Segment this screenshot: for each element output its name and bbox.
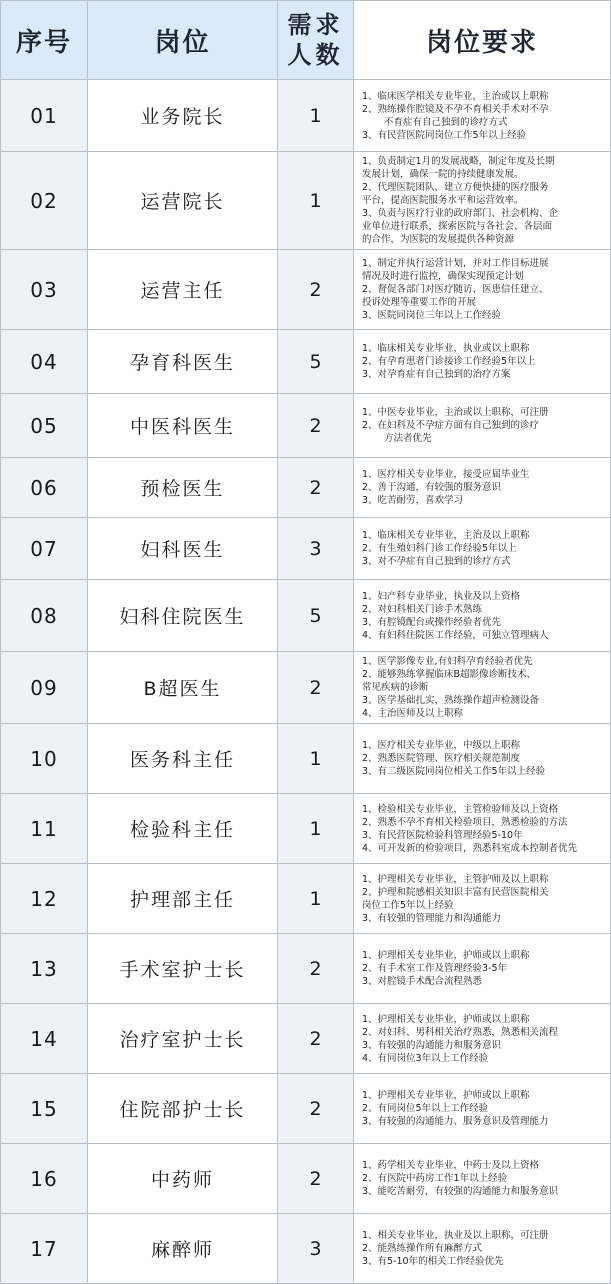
- header-position: 岗位: [88, 1, 278, 80]
- row-requirements: [354, 250, 611, 330]
- requirement-line: 3、负责与医疗行业的政府部门、社会机构、企: [362, 208, 559, 219]
- requirement-line: 3、医院同岗位三年以上工作经验: [362, 310, 502, 321]
- table-row: [1, 394, 611, 458]
- row-number: 04: [1, 330, 88, 394]
- requirement-line: 情况及时进行监控，确保实现预定计划: [362, 271, 524, 282]
- header-requirements: 岗位要求: [354, 1, 611, 80]
- row-requirements: [354, 724, 611, 794]
- requirement-line: 1、药学相关专业毕业，中药士及以上资格: [362, 1160, 540, 1171]
- requirement-line: 4、有妇科住院医工作经验，可独立管理病人: [362, 629, 549, 641]
- row-number: 10: [1, 724, 88, 794]
- row-requirements: [354, 580, 611, 652]
- row-position: 业务院长: [88, 80, 278, 152]
- header-no: 序号: [1, 1, 88, 80]
- requirement-line: 1、临床医学相关专业毕业，主治或以上职称: [362, 90, 549, 102]
- requirement-line: 2、督促各部门对医疗随访、医患信任建立、: [362, 284, 549, 295]
- requirement-line: 2、熟练操作腔镜及不孕不育相关手术对不孕: [362, 103, 549, 115]
- row-position: 医务科主任: [88, 724, 278, 794]
- row-count: 2: [278, 934, 354, 1004]
- row-number: 11: [1, 794, 88, 864]
- requirement-line: 3、有较强的沟通能力、服务意识及管理能力: [362, 1116, 549, 1127]
- requirement-line: 3、有腔镜配台或操作经验者优先: [362, 616, 502, 628]
- table-row: [1, 80, 611, 152]
- requirement-line: 1、护理相关专业毕业，护师或以上职称: [362, 950, 530, 961]
- requirement-line: 方法者优先: [384, 433, 432, 444]
- row-count: 2: [278, 394, 354, 458]
- table-row: [1, 934, 611, 1004]
- row-position: 妇科住院医生: [88, 580, 278, 652]
- row-count: 2: [278, 652, 354, 724]
- row-requirements: [354, 394, 611, 458]
- row-count: 2: [278, 1004, 354, 1074]
- row-position: 妇科医生: [88, 518, 278, 580]
- table-row: [1, 864, 611, 934]
- row-position: 手术室护士长: [88, 934, 278, 1004]
- row-number: 14: [1, 1004, 88, 1074]
- row-number: 07: [1, 518, 88, 580]
- requirement-line: 3、有较强的管理能力和沟通能力: [362, 912, 502, 924]
- requirement-line: 3、医学基础扎实，熟练操作超声检测设备: [362, 695, 540, 706]
- row-count: 1: [278, 80, 354, 152]
- row-count: 1: [278, 864, 354, 934]
- row-number: 15: [1, 1074, 88, 1144]
- row-number: 16: [1, 1144, 88, 1214]
- requirement-line: 1、医学影像专业,有妇科孕育经验者优先: [362, 656, 533, 667]
- requirement-line: 投诉处理等重要工作的开展: [362, 297, 477, 308]
- row-requirements: [354, 458, 611, 518]
- requirement-line: 3、有民营医院检验科管理经验5-10年: [362, 829, 523, 841]
- requirement-line: 3、对不孕症有自己独到的诊疗方式: [362, 556, 511, 567]
- row-position: 预检医生: [88, 458, 278, 518]
- row-requirements: [354, 1214, 611, 1284]
- requirement-line: 1、临床相关专业毕业，执业或以上职称: [362, 343, 530, 354]
- requirement-line: 3、有民营医院同岗位工作5年以上经验: [362, 129, 527, 141]
- requirement-line: 4、有同岗位3年以上工作经验: [362, 1052, 489, 1064]
- row-count: 3: [278, 518, 354, 580]
- requirement-line: 2、有孕育患者门诊接诊工作经验5年以上: [362, 356, 536, 367]
- header-count: [278, 1, 354, 80]
- row-requirements: [354, 1144, 611, 1214]
- row-position: 治疗室护士长: [88, 1004, 278, 1074]
- row-number: 08: [1, 580, 88, 652]
- row-number: 05: [1, 394, 88, 458]
- requirement-line: 2、有医院中药房工作1年以上经验: [362, 1173, 508, 1184]
- table-body: [1, 80, 611, 1284]
- requirement-line: 2、熟悉医院管理、医疗相关规范制度: [362, 753, 521, 764]
- requirement-line: 1、护理相关专业毕业，护师或以上职称: [362, 1090, 530, 1101]
- row-count: 2: [278, 250, 354, 330]
- requirement-line: 1、中医专业毕业，主治或以上职称，可注册: [362, 407, 549, 418]
- row-position: 孕育科医生: [88, 330, 278, 394]
- table-row: [1, 458, 611, 518]
- row-requirements: [354, 518, 611, 580]
- header-count-line2: 人数: [287, 41, 344, 69]
- requirement-line: 3、有二级医院同岗位相关工作5年以上经验: [362, 766, 546, 777]
- header-count-line1: 需求: [287, 11, 344, 39]
- table-row: [1, 1004, 611, 1074]
- row-requirements: [354, 330, 611, 394]
- row-position: 运营主任: [88, 250, 278, 330]
- row-position: 运营院长: [88, 152, 278, 250]
- requirement-line: 3、对孕育症有自己独到的治疗方案: [362, 369, 511, 380]
- requirement-line: 业单位进行联系，探索医院与各社会、各层面: [362, 221, 553, 232]
- requirement-line: 1、护理相关专业毕业，护师或以上职称: [362, 1013, 530, 1025]
- row-count: 1: [278, 152, 354, 250]
- row-count: 3: [278, 1214, 354, 1284]
- row-position: 护理部主任: [88, 864, 278, 934]
- table-row: [1, 1074, 611, 1144]
- requirement-line: 2、有手术室工作及管理经验3-5年: [362, 963, 508, 974]
- row-position: 检验科主任: [88, 794, 278, 864]
- row-requirements: [354, 152, 611, 250]
- row-requirements: [354, 80, 611, 152]
- requirement-line: 2、对妇科、男科相关治疗熟悉，熟悉相关流程: [362, 1026, 559, 1038]
- table-row: [1, 794, 611, 864]
- row-position: 中药师: [88, 1144, 278, 1214]
- row-count: 2: [278, 1074, 354, 1144]
- table-row: [1, 724, 611, 794]
- requirement-line: 4、可开发新的检验项目，熟悉科室成本控制者优先: [362, 842, 578, 854]
- requirement-line: 岗位工作5年以上经验: [362, 899, 454, 911]
- requirement-line: 3、能吃苦耐劳，有较强的沟通能力和服务意识: [362, 1186, 559, 1197]
- requirement-line: 2、能够熟练掌握临床B超影像诊断技术、: [362, 669, 537, 680]
- table-row: [1, 152, 611, 250]
- table-header-row: [1, 1, 611, 80]
- requirement-line: 2、代理医院团队，建立方便快捷的医疗服务: [362, 182, 549, 193]
- requirement-line: 2、对妇科相关门诊手术熟练: [362, 603, 483, 615]
- row-requirements: [354, 652, 611, 724]
- requirement-line: 2、善于沟通，有较强的服务意识: [362, 482, 502, 493]
- row-number: 02: [1, 152, 88, 250]
- row-number: 09: [1, 652, 88, 724]
- requirement-line: 4、主治医师及以上职称: [362, 708, 464, 719]
- row-number: 01: [1, 80, 88, 152]
- row-number: 12: [1, 864, 88, 934]
- table-row: [1, 518, 611, 580]
- requirement-line: 3、对腔镜手术配合流程熟悉: [362, 976, 483, 987]
- requirement-line: 1、医疗相关专业毕业，中级以上职称: [362, 740, 521, 751]
- table-row: [1, 1144, 611, 1214]
- row-requirements: [354, 794, 611, 864]
- row-requirements: [354, 864, 611, 934]
- row-number: 13: [1, 934, 88, 1004]
- row-count: 5: [278, 330, 354, 394]
- requirement-line: 1、护理相关专业毕业，主管护师及以上职称: [362, 873, 549, 885]
- table-row: [1, 580, 611, 652]
- row-count: 1: [278, 794, 354, 864]
- requirement-line: 3、吃苦耐劳，喜欢学习: [362, 495, 464, 506]
- table-row: [1, 1214, 611, 1284]
- requirement-line: 3、有5-10年的相关工作经验优先: [362, 1256, 504, 1267]
- requirement-line: 2、能熟练操作所有麻醉方式: [362, 1243, 483, 1254]
- row-count: 5: [278, 580, 354, 652]
- requirement-line: 1、临床相关专业毕业，主治及以上职称: [362, 530, 530, 541]
- requirement-line: 3、有较强的沟通能力和服务意识: [362, 1039, 502, 1051]
- requirement-line: 2、护理和院感相关知识丰富有民营医院相关: [362, 886, 549, 898]
- requirement-line: 发展计划，确保一院的持续健康发展。: [362, 169, 524, 180]
- row-count: 1: [278, 724, 354, 794]
- requirement-line: 1、负责制定1月的发展战略，制定年度及长期: [362, 156, 555, 167]
- row-number: 06: [1, 458, 88, 518]
- row-position: B超医生: [88, 652, 278, 724]
- row-position: 麻醉师: [88, 1214, 278, 1284]
- requirement-line: 2、在妇科及不孕症方面有自己独到的诊疗: [362, 420, 540, 431]
- requirement-line: 2、有生殖妇科门诊工作经验5年以上: [362, 543, 517, 554]
- requirement-line: 1、制定并执行运营计划，并对工作目标进展: [362, 258, 549, 269]
- requirement-line: 1、医疗相关专业毕业，接受应届毕业生: [362, 469, 530, 480]
- row-requirements: [354, 1074, 611, 1144]
- row-requirements: [354, 934, 611, 1004]
- row-position: 中医科医生: [88, 394, 278, 458]
- table-row: [1, 652, 611, 724]
- row-count: 2: [278, 1144, 354, 1214]
- requirement-line: 1、妇产科专业毕业，执业及以上资格: [362, 590, 521, 602]
- requirement-line: 的合作，为医院的发展提供各种资源: [362, 234, 515, 245]
- row-requirements: [354, 1004, 611, 1074]
- requirement-line: 平台，提高医院服务水平和运营效率。: [362, 195, 524, 206]
- row-count: 2: [278, 458, 354, 518]
- table-row: [1, 250, 611, 330]
- requirement-line: 1、检验相关专业毕业，主管检验师及以上资格: [362, 803, 559, 815]
- requirement-line: 2、熟悉不孕不育相关检验项目，熟悉检验的方法: [362, 816, 568, 828]
- requirement-line: 不育症有自己独到的诊疗方式: [384, 116, 508, 128]
- row-number: 17: [1, 1214, 88, 1284]
- requirement-line: 1、相关专业毕业，执业及以上职称，可注册: [362, 1230, 549, 1241]
- row-position: 住院部护士长: [88, 1074, 278, 1144]
- row-number: 03: [1, 250, 88, 330]
- requirement-line: 常见疾病的诊断: [362, 682, 429, 693]
- table-row: [1, 330, 611, 394]
- requirement-line: 2、有同岗位5年以上工作经验: [362, 1103, 489, 1114]
